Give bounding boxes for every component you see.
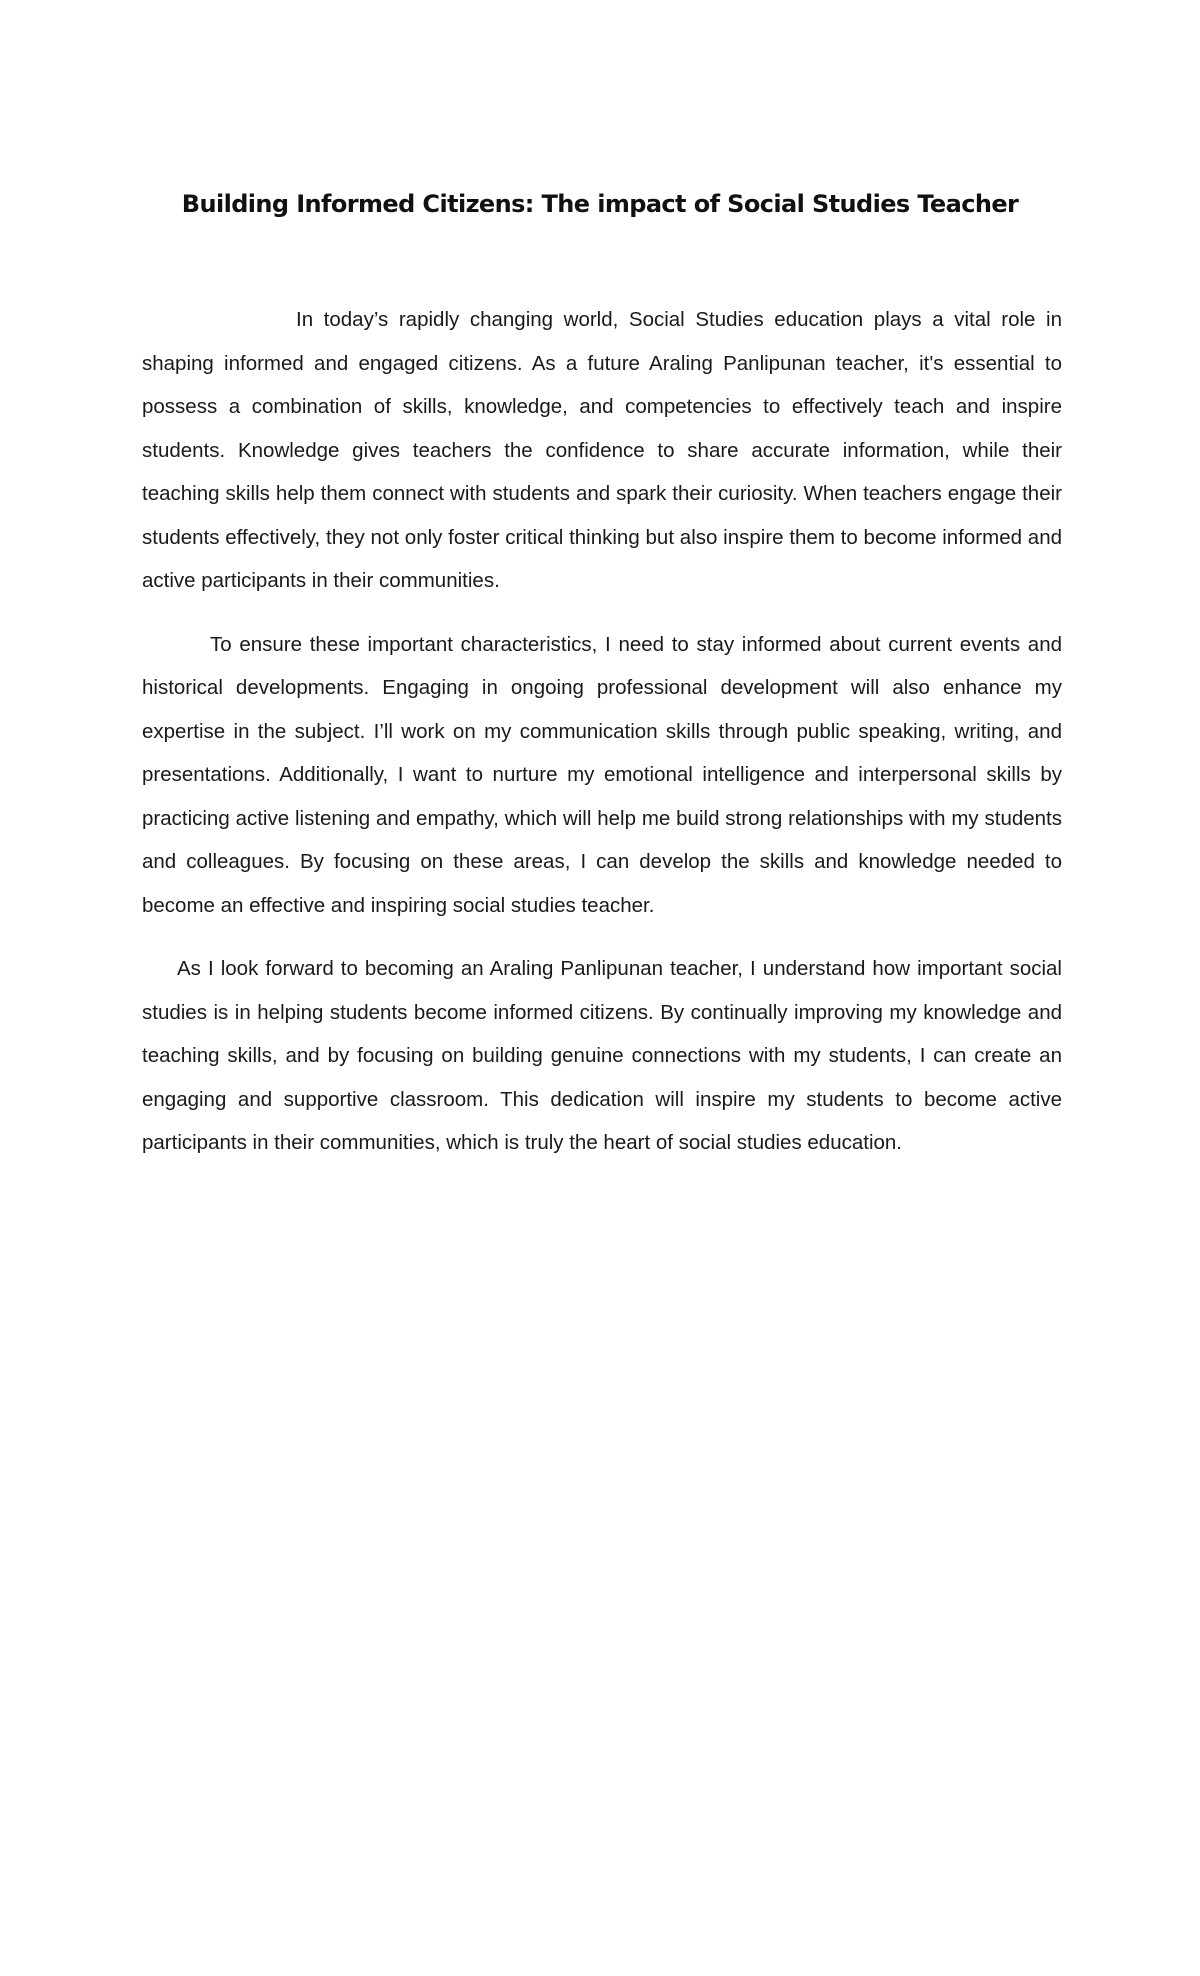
paragraph-introduction: In today’s rapidly changing world, Social Studies education plays a vital role in shaping informed and engaged citizens. As a future Araling Panlipunan teacher, it's essential to possess a combination of skills, knowledge, and competencies to effectively teach and inspire students. Knowledge gives teachers the confidence to share accurate information, while their teaching skills help them connect with students and spark their curiosity. When teachers engage their students effectively, they not only foster critical thinking but also inspire them to become informed and active participants in their communities. bbox=[142, 308, 1062, 592]
paragraph-conclusion: As I look forward to becoming an Araling Panlipunan teacher, I understand how important social studies is in helping students become informed citizens. By continually improving my knowledge and teaching skills, and by focusing on building genuine connections with my students, I can create an engaging and supportive classroom. This dedication will inspire my students to become active participants in their communities, which is truly the heart of social studies education. bbox=[142, 957, 1062, 1154]
document-body bbox=[142, 298, 1062, 1185]
document-title: Building Informed Citizens: The impact of Social Studies Teacher bbox=[181, 190, 1019, 218]
paragraph-development: To ensure these important characteristics, I need to stay informed about current events and historical developments. Engaging in ongoing professional development will also enhance my expertise in the subject. I’ll work on my communication skills through public speaking, writing, and presentations. Additionally, I want to nurture my emotional intelligence and interpersonal skills by practicing active listening and empathy, which will help me build strong relationships with my students and colleagues. By focusing on these areas, I can develop the skills and knowledge needed to become an effective and inspiring social studies teacher. bbox=[142, 632, 1062, 917]
